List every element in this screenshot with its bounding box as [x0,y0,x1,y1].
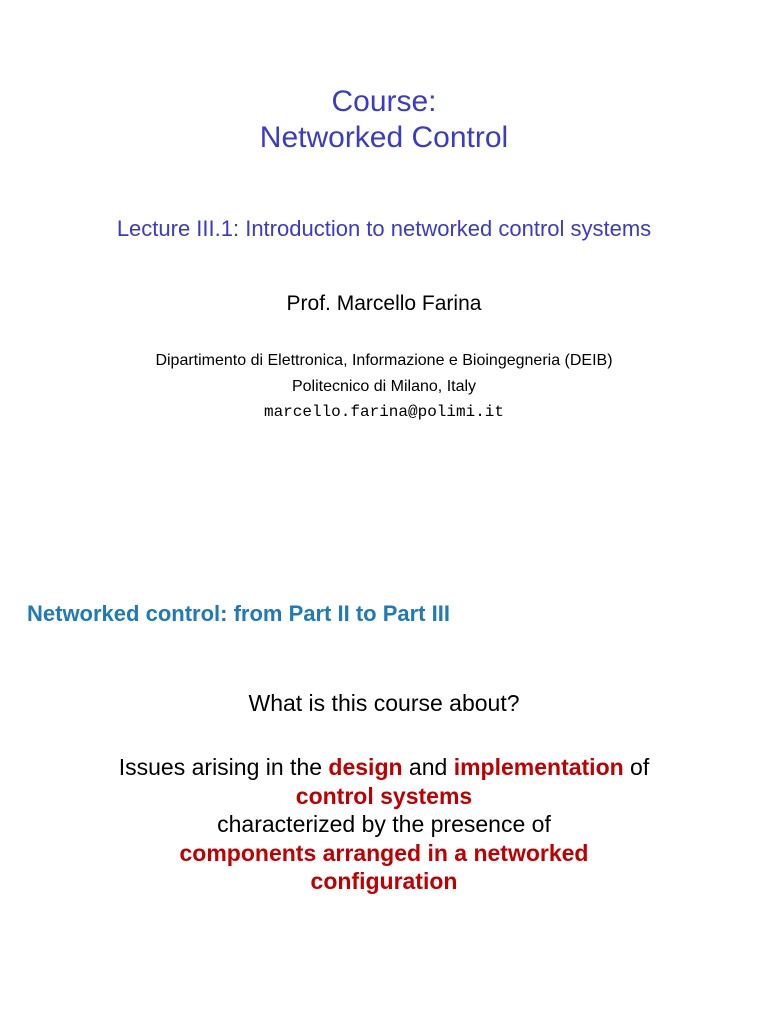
professor-name: Prof. Marcello Farina [286,292,482,315]
highlight-design: design [328,754,403,780]
course-description [0,753,768,896]
text-fragment: of [623,754,650,780]
question-text: What is this course about? [248,690,520,716]
course-title [0,84,768,156]
description-line-3: characterized by the presence of [217,811,551,838]
course-label: Course: [331,85,437,118]
highlight-control-systems: control systems [295,782,473,809]
university-name: Politecnico di Milano, Italy [291,378,477,395]
content-slide [0,560,768,1024]
email-address: marcello.farina@polimi.it [263,403,505,421]
course-name: Networked Control [259,121,509,154]
highlight-implementation: implementation [453,754,624,780]
lecture-title: Lecture III.1: Introduction to networked control systems [116,216,652,241]
highlight-configuration: configuration [310,868,458,895]
highlight-components: components arranged in a networked [179,839,589,866]
text-fragment: and [402,754,454,780]
text-fragment: Issues arising in the [118,754,329,780]
description-line-1 [0,753,768,782]
department-name: Dipartimento di Elettronica, Informazione e Bioingegneria (DEIB) [155,352,613,369]
section-title: Networked control: from Part II to Part III [27,601,450,626]
